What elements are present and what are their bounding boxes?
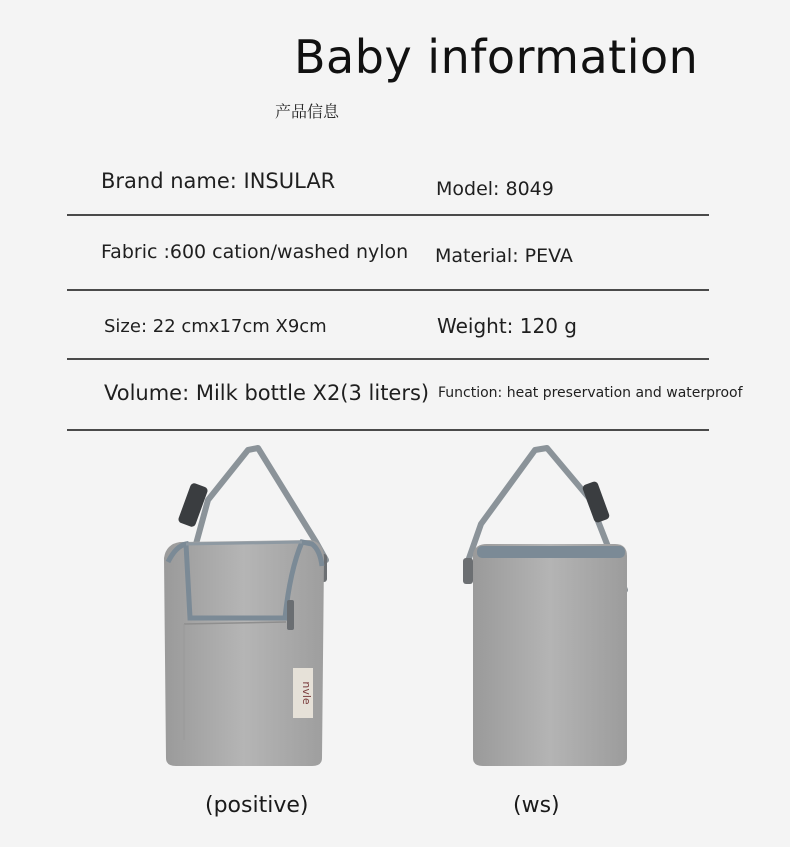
spec-brand: Brand name: INSULAR bbox=[101, 169, 336, 193]
row-divider bbox=[67, 358, 709, 360]
page-title: Baby information bbox=[294, 30, 699, 84]
spec-fabric: Fabric :600 cation/washed nylon bbox=[101, 241, 409, 263]
bag-back-image bbox=[455, 440, 645, 775]
row-divider bbox=[67, 429, 709, 431]
spec-weight: Weight: 120 g bbox=[437, 314, 577, 338]
spec-model: Model: 8049 bbox=[436, 178, 554, 200]
spec-function: Function: heat preservation and waterproof bbox=[438, 385, 743, 401]
bag-front-image bbox=[150, 440, 340, 775]
row-divider bbox=[67, 289, 709, 291]
spec-volume: Volume: Milk bottle X2(3 liters) bbox=[104, 381, 430, 405]
caption-back: (ws) bbox=[513, 793, 560, 818]
spec-material: Material: PEVA bbox=[435, 245, 573, 267]
row-divider bbox=[67, 214, 709, 216]
spec-size: Size: 22 cmx17cm X9cm bbox=[104, 316, 327, 337]
caption-front: (positive) bbox=[205, 793, 309, 818]
bag-label-text: nvle bbox=[300, 681, 313, 705]
page-subtitle: 产品信息 bbox=[275, 102, 340, 121]
